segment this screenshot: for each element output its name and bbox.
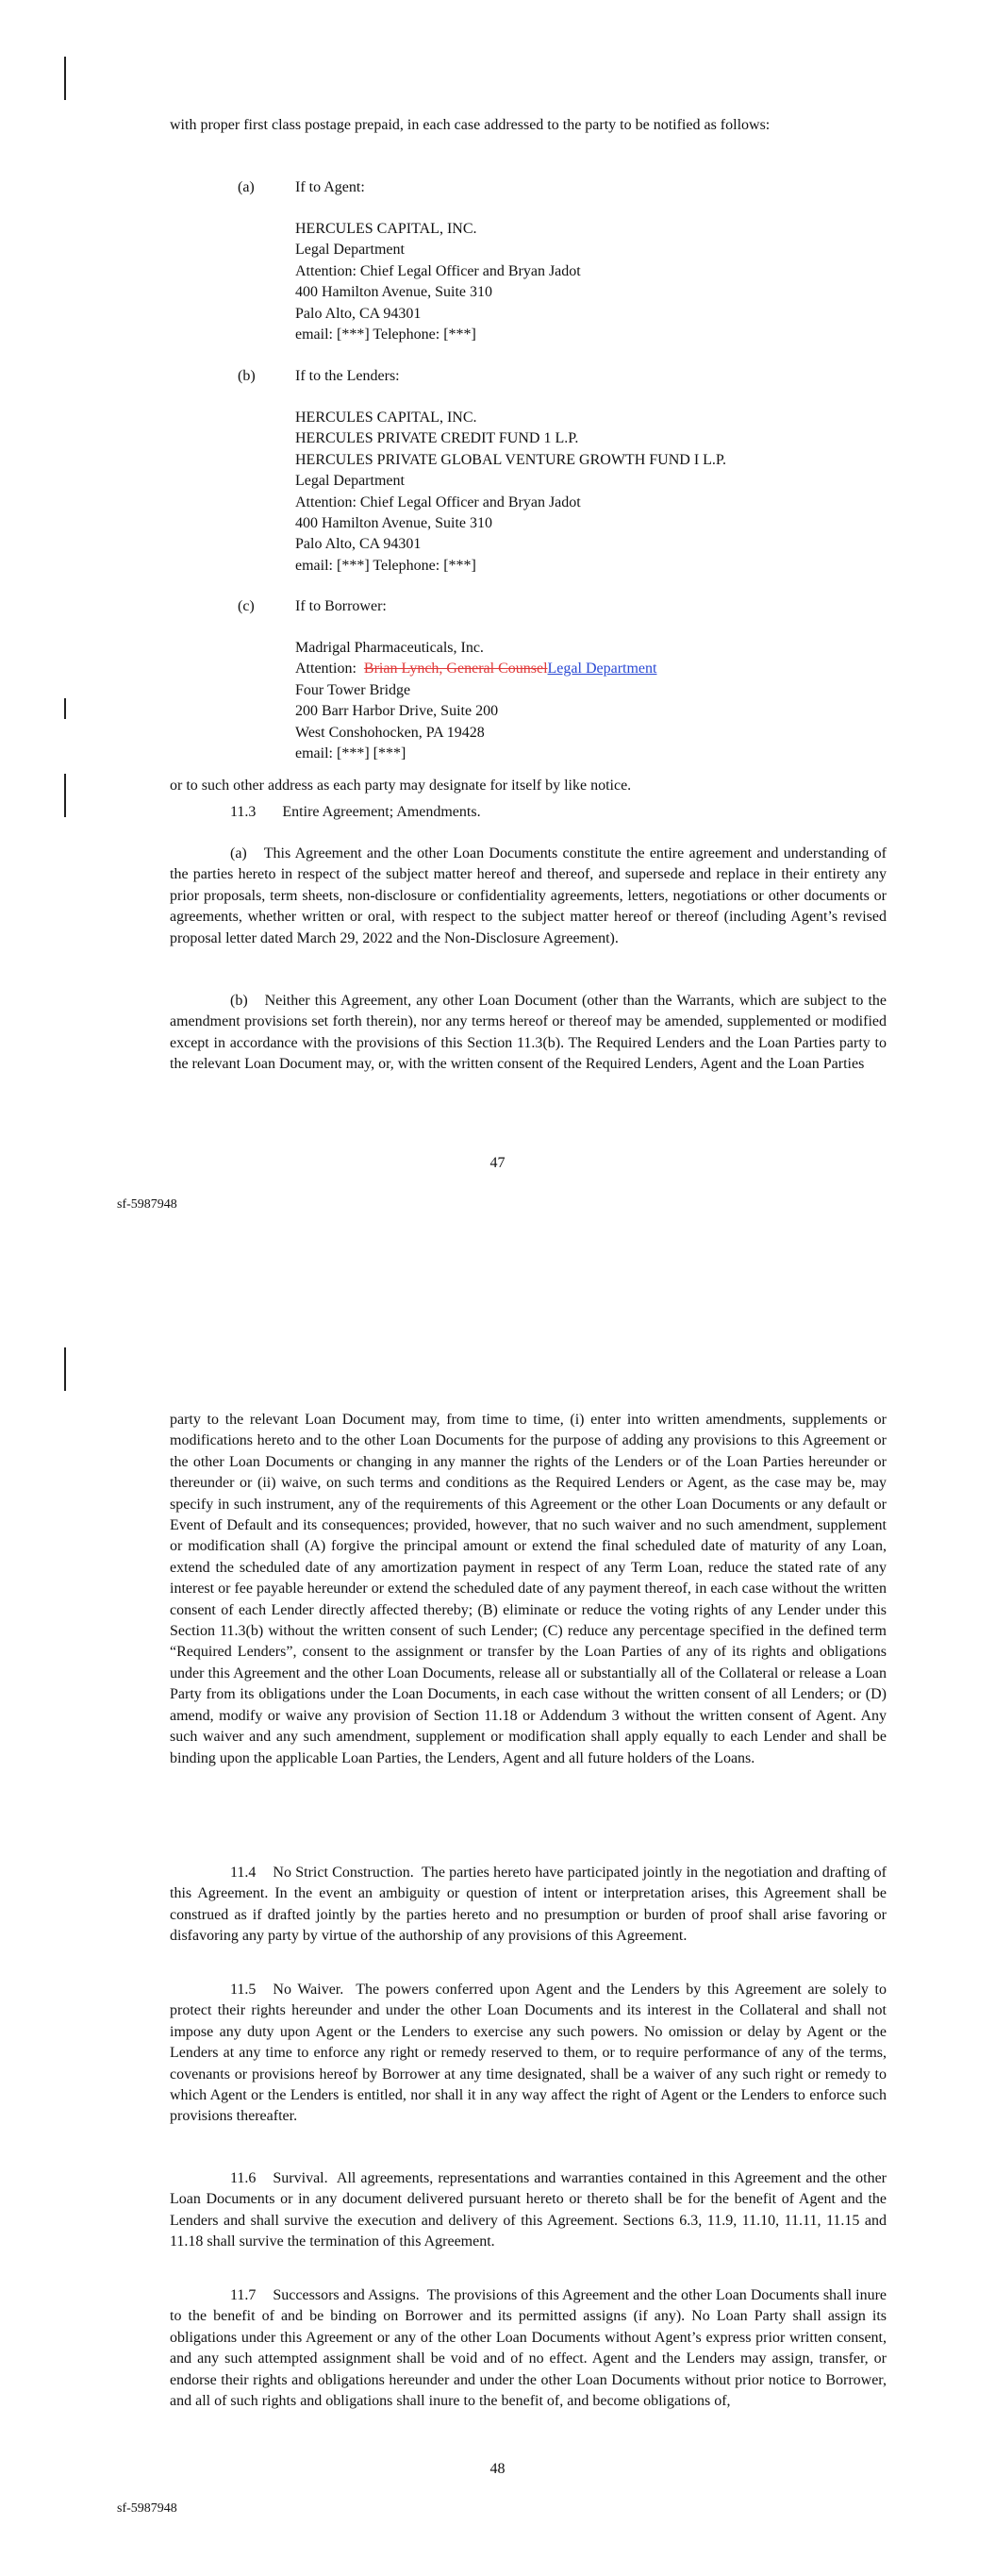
notice-label-borrower: (c) [238, 598, 255, 614]
change-bar [64, 57, 66, 100]
address-line: HERCULES PRIVATE GLOBAL VENTURE GROWTH FUND I L.P. [295, 451, 727, 468]
address-line: West Conshohocken, PA 19428 [295, 724, 485, 741]
address-line: email: [***] Telephone: [***] [295, 557, 476, 574]
section-11-5 [170, 1980, 887, 2128]
address-line: Palo Alto, CA 94301 [295, 536, 422, 553]
address-line: 400 Hamilton Avenue, Suite 310 [295, 284, 493, 301]
inserted-text: Legal Department [547, 661, 657, 677]
section-number: 11.3 [230, 804, 257, 820]
section-11-6 [170, 2168, 887, 2253]
section-11-7 [170, 2285, 887, 2412]
section-11-4 [170, 1863, 887, 1948]
attention-prefix: Attention: [295, 661, 357, 677]
change-bar [64, 774, 66, 817]
paragraph-text: Neither this Agreement, any other Loan Document (other than the Warrants, which are subject to the amendment provisions set forth therein), nor any terms hereof or thereof may be amended, supplemented or modified except in accordance with the provisions of this Section 11.3(b). The Required Lenders and the Loan Parties party to the relevant Loan Document may, or, with the written consent of the Required Lenders, Agent and the Loan Parties [170, 993, 887, 1073]
section-title: No Strict Construction. [273, 1865, 414, 1881]
change-bar [64, 698, 66, 719]
section-heading-11-3 [230, 802, 481, 823]
address-line: Madrigal Pharmaceuticals, Inc. [295, 640, 484, 656]
section-text: The parties hereto have participated jointly in the negotiation and drafting of this Agreement. In the event an ambiguity or question of intent or interpretation arises, this Agreement shall be construed as if drafted jointly by the parties hereto and no presumption or burden of proof shall arise favoring or disfavoring any party by virtue of the authorship of any provisions of this Agreement. [170, 1865, 887, 1945]
address-line: HERCULES PRIVATE CREDIT FUND 1 L.P. [295, 430, 579, 447]
section-title: Entire Agreement; Amendments. [282, 804, 481, 820]
address-line: Four Tower Bridge [295, 681, 411, 698]
address-line: Legal Department [295, 473, 405, 490]
notice-intro: with proper first class postage prepaid, in each case addressed to the party to be notified as follows: [170, 117, 771, 133]
address-line: Palo Alto, CA 94301 [295, 305, 422, 322]
notice-title-lenders: If to the Lenders: [295, 368, 400, 384]
section-number: 11.4 [230, 1865, 257, 1881]
lenders-address-block [295, 408, 861, 577]
footer-code: sf-5987948 [117, 2501, 177, 2516]
footer-code: sf-5987948 [117, 1197, 177, 1212]
section-text: All agreements, representations and warranties contained in this Agreement and the other Loan Documents or in any document delivered pursuant hereto or thereto shall be for the benefit of Agent and the Lenders and shall survive the execution and delivery of this Agreement. Sections 6.3, 11.9, 11.10, 11.11, 11.15 and 11.18 shall survive the termination of this Agreement. [170, 2170, 887, 2250]
address-line: HERCULES CAPITAL, INC. [295, 410, 477, 426]
paragraph-text: This Agreement and the other Loan Documents constitute the entire agreement and understanding of the parties hereto in respect of the subject matter hereof and thereof, and supersede and replace in their entirety any prior proposals, term sheets, non-disclosure or confidentiality agreements, letters, negotiations or other documents or agreements, whether written or oral, with respect to the subject matter hereof or thereof (including Agent’s revised proposal letter dated March 29, 2022 and the Non-Disclosure Agreement). [170, 845, 887, 946]
section-title: No Waiver. [273, 1982, 344, 1998]
paragraph-label: (b) [230, 993, 248, 1009]
attention-line [295, 659, 861, 679]
borrower-address-block [295, 638, 861, 764]
change-bar [64, 1347, 66, 1391]
address-line: 400 Hamilton Avenue, Suite 310 [295, 514, 493, 531]
deleted-text: Brian Lynch, General Counsel [363, 661, 548, 677]
notice-label-lenders: (b) [238, 368, 256, 384]
page-number: 48 [489, 2461, 506, 2477]
section-title: Successors and Assigns. [273, 2287, 420, 2303]
address-line: 200 Barr Harbor Drive, Suite 200 [295, 703, 499, 720]
notice-label-agent: (a) [238, 179, 255, 195]
address-line: Legal Department [295, 242, 405, 259]
address-line: Attention: Chief Legal Officer and Bryan Jadot [295, 262, 581, 279]
notice-title-agent: If to Agent: [295, 179, 365, 195]
paragraph-11-3-b-continued: party to the relevant Loan Document may, from time to time, (i) enter into written amendments, supplements or modifications hereto and to the other Loan Documents for the purpose of adding any provisions to this Agreement or the other Loan Documents or changing in any manner the rights of the Lenders or of the Loan Parties hereunder or thereunder or (ii) waive, on such terms and conditions as the Required Lenders or Agent, as the case may be, may specify in such instrument, any of the requirements of this Agreement or the other Loan Documents or any default or Event of Default and its consequences; provided, however, that no such waiver and no such amendment, supplement or modification shall (A) forgive the principal amount or extend the final scheduled date of maturity of any Loan, extend the scheduled date of any amortization payment in respect of any Term Loan, reduce the stated rate of any interest or fee payable hereunder or extend the scheduled date of any payment thereof, in each case without the written consent of each Lender directly affected thereby; (B) eliminate or reduce the voting rights of any Lender under this Section 11.3(b) without the written consent of such Lender; (C) reduce any percentage specified in the defined term “Required Lenders”, consent to the assignment or transfer by the Loan Parties of any of its rights and obligations under this Agreement and the other Loan Documents, release all or substantially all of the Collateral or release a Loan Party from its obligations under the Loan Documents, in each case without the written consent of all Lenders; or (D) amend, modify or waive any provision of Section 11.18 or Addendum 3 without the written consent of Agent. Any such waiver and any such amendment, supplement or modification shall apply equally to each Lender and shall be binding upon the applicable Loan Parties, the Lenders, Agent and all future holders of the Loans. [170, 1412, 887, 1766]
address-line: email: [***] Telephone: [***] [295, 326, 476, 343]
paragraph-label: (a) [230, 845, 247, 861]
section-title: Survival. [273, 2170, 328, 2186]
section-number: 11.5 [230, 1982, 257, 1998]
paragraph-11-3-b [170, 991, 887, 1076]
notice-title-borrower: If to Borrower: [295, 598, 387, 614]
section-number: 11.6 [230, 2170, 257, 2186]
section-number: 11.7 [230, 2287, 257, 2303]
address-line: email: [***] [***] [295, 744, 406, 761]
paragraph-11-3-a [170, 844, 887, 949]
section-text: The powers conferred upon Agent and the Lenders by this Agreement are solely to protect their rights hereunder and under the other Loan Documents and its interest in the Collateral and shall not impose any duty upon Agent or the Lenders to exercise any such powers. No omission or delay by Agent or the Lenders at any time to enforce any right or remedy reserved to them, or to require performance of any of the terms, covenants or provisions hereof by Borrower at any time designated, shall be a waiver of any such right or remedy to which Agent or the Lenders is entitled, nor shall it in any way affect the right of Agent or the Lenders to enforce such provisions thereafter. [170, 1982, 887, 2125]
address-line: Attention: Chief Legal Officer and Bryan Jadot [295, 493, 581, 510]
other-address-text: or to such other address as each party may designate for itself by like notice. [170, 778, 632, 794]
address-line: HERCULES CAPITAL, INC. [295, 221, 477, 237]
agent-address-block [295, 219, 861, 345]
page-number: 47 [489, 1155, 506, 1171]
section-text: The provisions of this Agreement and the other Loan Documents shall inure to the benefit of and be binding on Borrower and its permitted assigns (if any). No Loan Party shall assign its obligations under this Agreement or any of the other Loan Documents without Agent’s express prior written consent, and any such attempted assignment shall be void and of no effect. Agent and the Lenders may assign, transfer, or endorse their rights and obligations hereunder and under the other Loan Documents without prior notice to Borrower, and all of such rights and obligations shall inure to the benefit of, and become obligations of, [170, 2287, 887, 2410]
